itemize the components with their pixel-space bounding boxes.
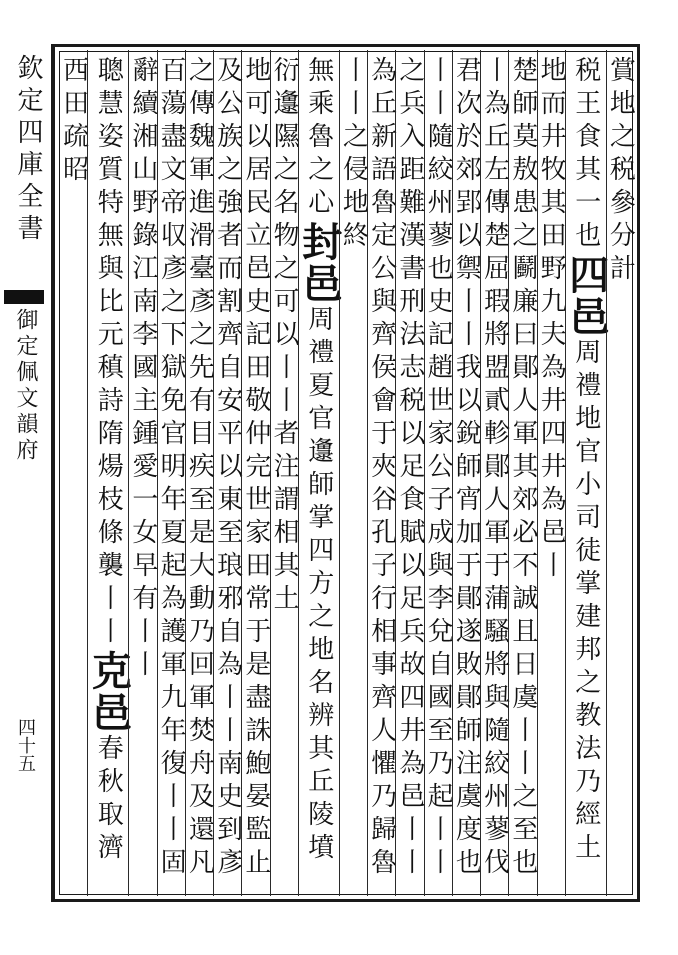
entry-text: 丨丨之侵地 — [338, 56, 369, 221]
column-text — [605, 50, 636, 896]
entry-text: 地可以居民立邑史記田敬仲完世家田常于是盡誅鮑晏監止 — [240, 56, 271, 881]
text-column — [508, 50, 536, 896]
entry-text: 周禮地官小司徒掌建邦之教法乃經土 — [570, 338, 601, 866]
page-number: 四十五 — [15, 718, 36, 772]
entry-text: 楚師莫敖患之鬬廉曰鄖人軍其郊必不誠且日虞丨丨之至也 — [507, 56, 538, 881]
book-subtitle: 御定佩文韻府 — [13, 308, 38, 464]
entry-text: 之兵入距難漢書刑法志税以足食賦以足兵故四井為邑丨丨 — [394, 56, 425, 881]
column-text — [423, 50, 454, 896]
entry-text: 君次於郊郢以禦丨丨我以銳師宵加于鄖遂敗鄖師注虞度也 — [451, 56, 482, 881]
text-column — [452, 50, 480, 896]
text-column — [562, 50, 610, 896]
column-text — [479, 50, 510, 896]
column-text — [507, 50, 538, 896]
text-column — [339, 50, 367, 896]
entry-text: 丨丨隨絞州蓼也史記趙世家公子成與李兌自國至乃起丨丨 — [423, 56, 454, 881]
entry-heading: 四邑 — [562, 254, 610, 338]
column-text — [127, 50, 158, 896]
text-column — [241, 50, 269, 896]
entry-text: 及公族之強者而割齊自安平以東至琅邪自為丨丨南史到彥 — [212, 56, 243, 881]
entry-text: 春秋取濟 — [93, 734, 124, 866]
text-column — [60, 50, 87, 896]
entry-text: 無乘魯之心 — [303, 56, 334, 221]
column-text — [58, 50, 89, 896]
text-column — [85, 50, 133, 896]
text-column — [424, 50, 452, 896]
text-column — [395, 50, 423, 896]
text-column — [128, 50, 156, 896]
column-text — [295, 50, 343, 896]
entry-text: 地而井牧其田野九夫為井四井為邑丨 — [536, 56, 567, 584]
column-text — [156, 50, 187, 896]
column-text — [85, 50, 133, 896]
text-column — [367, 50, 395, 896]
text-column — [606, 50, 634, 896]
column-text — [451, 50, 482, 896]
column-text — [269, 50, 300, 896]
text-column — [480, 50, 508, 896]
entry-text: 百蕩盡文帝収彥之下獄免官明年夏起為護軍九年復丨丨固 — [156, 56, 187, 881]
entry-text: 聰慧姿質特無與比元稹詩隋煬枝條襲丨丨 — [93, 56, 124, 650]
column-text — [536, 50, 567, 896]
entry-text: 賞地之税參分計 — [605, 56, 636, 287]
text-column — [157, 50, 185, 896]
entry-text: 衍邍隰之名物之可以丨丨者注謂相其土 — [269, 56, 300, 617]
entry-text: 周禮夏官邍師掌四方之地名辨其丘陵墳 — [303, 305, 334, 866]
column-text — [338, 50, 369, 896]
text-columns — [60, 50, 634, 896]
text-column — [213, 50, 241, 896]
book-title: 欽定四庫全書 — [13, 54, 43, 246]
entry-text: 税王食其一也 — [570, 56, 601, 254]
text-column — [295, 50, 343, 896]
entry-text: 為丘新語魯定公與齊侯會于夾谷孔子行相事齊人懼乃歸魯 — [366, 56, 397, 881]
entry-text: 終 — [338, 221, 369, 254]
column-text — [240, 50, 271, 896]
entry-text: 之傳魏軍進滑臺彥之先有目疾至是大動乃回軍焚舟及還凡 — [184, 56, 215, 881]
entry-text: 丨為丘左傳楚屈瑕將盟貳軫鄖人軍于蒲騷將與隨絞州蓼伐 — [479, 56, 510, 881]
column-text — [562, 50, 610, 896]
fishtail-mark — [4, 290, 44, 304]
column-text — [184, 50, 215, 896]
text-column — [270, 50, 298, 896]
text-column — [537, 50, 565, 896]
entry-text: 辭續湘山野錄江南李國主鍾愛一女早有丨丨 — [127, 56, 158, 683]
entry-heading: 封邑 — [295, 221, 343, 305]
text-column — [185, 50, 213, 896]
entry-text: 西田疏昭 — [58, 56, 89, 188]
column-text — [366, 50, 397, 896]
column-text — [394, 50, 425, 896]
entry-heading: 克邑 — [85, 650, 133, 734]
column-text — [212, 50, 243, 896]
